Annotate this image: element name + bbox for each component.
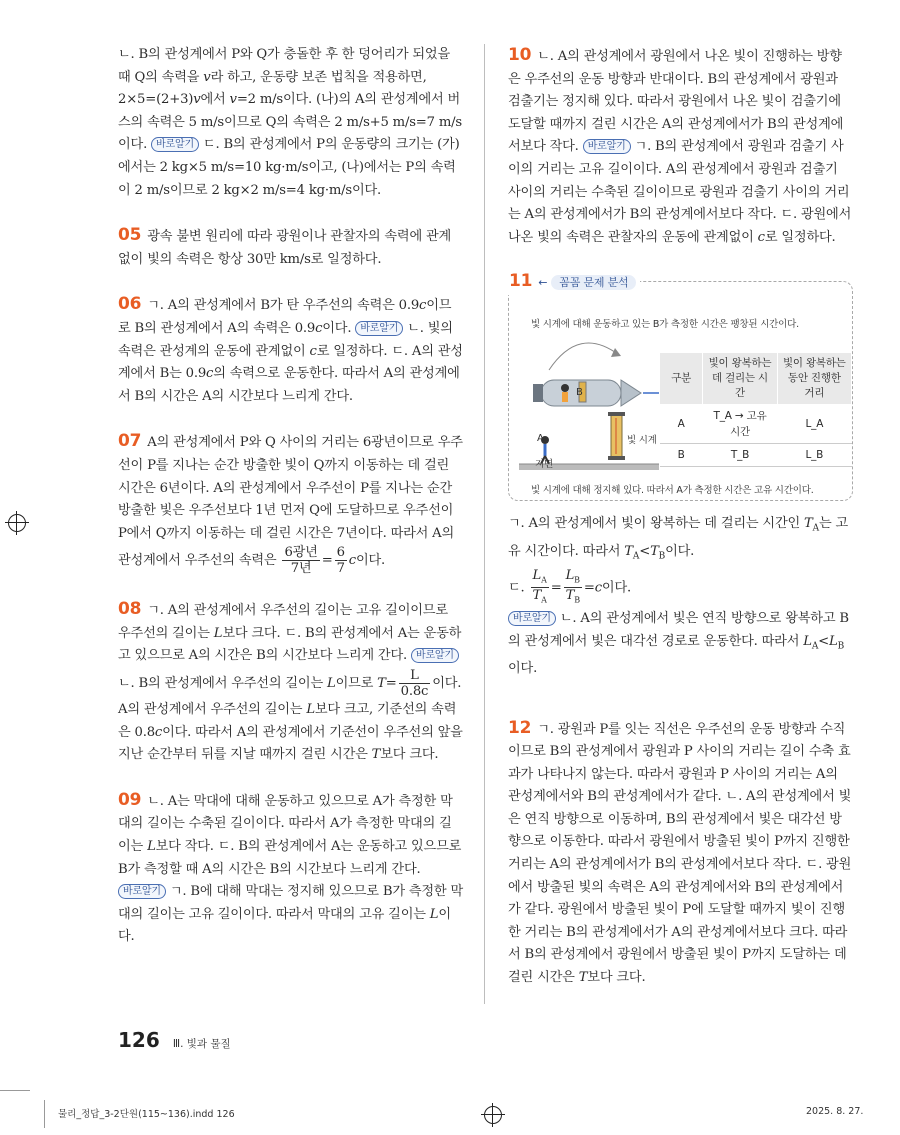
answer-09: 09 ㄴ. A는 막대에 대해 운동하고 있으므로 A가 측정한 막대의 길이는 수축된 길이이다. 따라서 A가 측정한 막대의 길이는 L보다 작다. ㄷ. B의 관성계에서 A는 운동하고 있으므로 B가 측정할 때 A의 시간은 B의 시간보다 느리게 간다. 바로알기 ㄱ. B에 대해 막대는 정지해 있으므로 B가 측정한 막대의 길이는 고유 길이이다. 따라서 막대의 고유 길이는 L이다. [118, 789, 463, 945]
answer-11: ㄱ. A의 관성계에서 빛이 왕복하는 데 걸리는 시간인 $T_A$는 고유 시간이다. 따라서 $T_A<T_B$이다. ㄷ. $\frac{L_A}{T_A}$ = $\frac{L_B}{T_B}$ =c이다. 바로알기 ㄴ. A의 관성계에서 빛은 연직 방향으로 왕복하고 B의 관성계에서 빛은 대각선 경로로 운동한다. 따라서 $L_A<L_B$이다. [508, 516, 849, 676]
right-column [508, 44, 853, 990]
print-date: 2025. 8. 27. [806, 1106, 864, 1117]
file-info: 물리_정답_3-2단원(115~136).indd 126 [58, 1109, 235, 1120]
registration-mark-icon [484, 1106, 502, 1124]
answer-06: 06 ㄱ. A의 관성계에서 B가 탄 우주선의 속력은 0.9c이므로 B의 관성계에서 A의 속력은 0.9c이다. 바로알기 ㄴ. 빛의 속력은 관성계의 운동에 관계없이 c로 일정하다. ㄷ. A의 관성계에서 B는 0.9c의 속력으로 운동한다. 따라서 A의 관성계에서 B의 시간은 A의 시간보다 느리게 간다. [118, 294, 463, 404]
figure-caption-top: 빛 시계에 대해 운동하고 있는 B가 측정한 시간은 팽창된 시간이다. [531, 319, 799, 331]
correction-tag: 바로알기 [355, 321, 403, 336]
answer-05: 05 광속 불변 원리에 따라 광원이나 관찰자의 속력에 관계없이 빛의 속력은 항상 30만 km/s로 일정하다. [118, 225, 452, 267]
label-ground: 지면 [535, 459, 553, 471]
question-number: 12 [508, 717, 532, 738]
label-B: B [576, 387, 583, 399]
table-header: 빛이 왕복하는 동안 진행한 거리 [777, 353, 851, 405]
fraction: $\frac{6}{7}$ [336, 545, 345, 577]
question-number: 05 [118, 225, 142, 246]
analysis-header [505, 270, 640, 295]
crop-mark [44, 1100, 45, 1128]
analysis-label: 꼼꼼 문제 분석 [551, 275, 636, 290]
fraction: $\frac{L}{0.8c}$ [400, 668, 429, 700]
fraction: $\frac{L_A}{T_A}$ [532, 567, 547, 606]
label-A: A [537, 433, 544, 445]
page-footer [118, 1028, 231, 1052]
fraction: $\frac{L_B}{T_B}$ [565, 567, 580, 606]
column-divider [484, 44, 485, 1004]
question-number: 08 [118, 599, 142, 620]
answer-08: 08 ㄱ. A의 관성계에서 우주선의 길이는 고유 길이이므로 우주선의 길이는 L보다 크다. ㄷ. B의 관성계에서 A는 운동하고 있으므로 A의 시간은 B의 시간보다 느리게 간다. 바로알기ㄴ. B의 관성계에서 우주선의 길이는 L이므로 T= $\frac{L}{0.8c}$ 이다. A의 관성계에서 우주선의 길이는 L보다 크고, 기준선의 속력은 0.8c이다. 따라서 A의 관성계에서 기준선이 우주선의 앞을 지난 순간부터 뒤를 지날 때까지 걸린 시간은 T보다 크다. [118, 599, 463, 763]
correction-tag: 바로알기 [583, 139, 631, 154]
question-number: 09 [118, 789, 142, 810]
table-row: A T_A → 고유 시간 L_A [660, 405, 852, 444]
answer-07: 07 A의 관성계에서 P와 Q 사이의 거리는 6광년이므로 우주선이 P를 지나는 순간 방출한 빛이 Q까지 이동하는 데 걸린 시간은 6년이다. A의 관성계에서 우주선이 P를 지나는 순간 방출한 빛은 우주선보다 1년 먼저 Q에 도달하므로 우주선이 P에서 Q까지 이동하는 데 걸린 시간은 7년이다. 따라서 A의 관성계에서 우주선의 속력은 $\frac{\text{6광년}}{\text{7년}}$ = $\frac{6}{7}$ c이다. [118, 431, 463, 577]
fraction: $\frac{\text{6광년}}{\text{7년}}$ [284, 545, 318, 577]
arrow-left-icon: ← [538, 276, 548, 290]
answer-12: 12 ㄱ. 광원과 P를 잇는 직선은 우주선의 운동 방향과 수직이므로 B의 관성계에서 광원과 P 사이의 거리는 길이 수축 효과가 나타나지 않는다. 따라서 광원과 P 사이의 거리는 A의 관성계에서와 B의 관성계에서가 같다. ㄴ. A의 관성계에서 빛은 연직 방향으로 이동하며, B의 관성계에서 빛은 대각선 방향으로 이동한다. 따라서 광원에서 방출된 빛이 P까지 진행한 거리는 A의 관성계에서가 B의 관성계에서보다 작다. ㄷ. 광원에서 방출된 빛의 속력은 A의 관성계에서와 B의 관성계에서가 같다. 광원에서 방출된 빛이 P에 도달할 때까지 빛이 진행한 거리는 B의 관성계에서가 A의 관성계에서보다 크다. 따라서 B의 관성계에서 광원에서 방출된 빛이 P까지 도달하는 데 걸린 시간은 T보다 크다. [508, 717, 852, 986]
left-column [118, 44, 463, 949]
question-number: 07 [118, 431, 142, 452]
table-header: 구분 [660, 353, 703, 405]
answer-10: 10 ㄴ. A의 관성계에서 광원에서 나온 빛이 진행하는 방향은 우주선의 운동 방향과 반대이다. B의 관성계에서 광원과 검출기는 정지해 있다. 따라서 광원에서 나온 빛이 검출기에 도달할 때까지 걸린 시간은 A의 관성계에서가 B의 관성계에서보다 작다. 바로알기 ㄱ. B의 관성계에서 광원과 검출기 사이의 거리는 고유 길이이다. A의 관성계에서 광원과 검출기 사이의 거리는 수축된 길이이므로 광원과 검출기 사이의 거리는 A의 관성계에서가 B의 관성계에서보다 작다. ㄷ. 광원에서 나온 빛의 속력은 관찰자의 운동에 관계없이 c로 일정하다. [508, 45, 852, 245]
question-number: 10 [508, 45, 532, 65]
correction-tag: 바로알기 [411, 648, 459, 663]
registration-mark-icon [8, 514, 26, 532]
problem-analysis-box [508, 271, 853, 501]
figure-caption-bottom: 빛 시계에 대해 정지해 있다. 따라서 A가 측정한 시간은 고유 시간이다. [531, 485, 814, 497]
table-row: B T_B L_B [660, 444, 852, 467]
question-number: 11 [509, 271, 533, 292]
section-title: Ⅲ. 빛과 물질 [172, 1038, 231, 1050]
label-light-clock: 빛 시계 [627, 435, 657, 447]
crop-mark [0, 1090, 30, 1091]
correction-tag: 바로알기 [118, 884, 166, 899]
page-number: 126 [118, 1028, 160, 1052]
answer-04-continued: ㄴ. B의 관성계에서 P와 Q가 충돌한 후 한 덩어리가 되었을 때 Q의 속력을 v라 하고, 운동량 보존 법칙을 적용하면, 2×5=(2+3)v에서 v=2 m/s이다. (나)의 A의 관성계에서 버스의 속력은 5 m/s이므로 Q의 속력은 2 m/s+5 m/s=7 m/s이다. 바로알기 ㄷ. B의 관성계에서 P의 운동량의 크기는 (가)에서는 2 kg×5 m/s=10 kg·m/s이고, (나)에서는 P의 속력이 2 m/s이므로 2 kg×2 m/s=4 kg·m/s이다. [118, 47, 462, 198]
question-number: 06 [118, 294, 142, 315]
correction-tag: 바로알기 [151, 137, 199, 152]
table-header: 빛이 왕복하는 데 걸리는 시간 [703, 353, 777, 405]
correction-tag: 바로알기 [508, 611, 556, 626]
analysis-table [659, 352, 852, 467]
